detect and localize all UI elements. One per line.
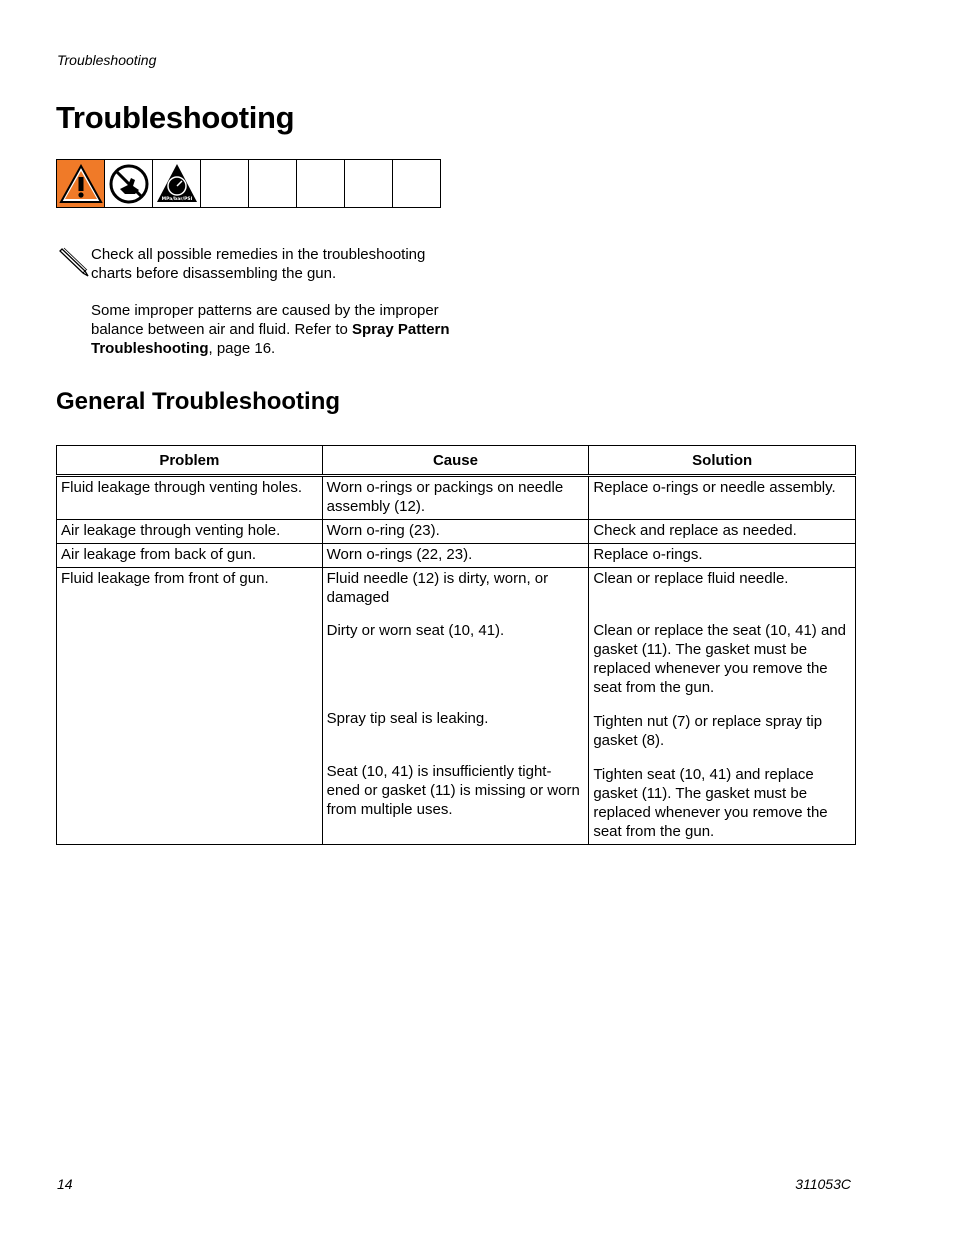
cause-item: Fluid needle (12) is dirty, worn, or damaged: [326, 570, 549, 606]
solution-cell: Replace o-rings or needle assembly.: [589, 476, 856, 520]
cause-cell: [322, 568, 589, 845]
pressure-label: MPa/bar/PSI: [161, 196, 192, 202]
empty-icon-cell: [393, 160, 441, 208]
cause-item: Seat (10, 41) is insufficiently tight-ened or gasket (11) is missing or worn from multiple uses.: [326, 763, 580, 818]
table-row: [57, 520, 856, 544]
empty-icon-cell: [249, 160, 297, 208]
warning-icon-strip: [56, 159, 441, 208]
warning-cell: [57, 160, 105, 208]
column-header: Cause: [322, 446, 589, 476]
section-title: General Troubleshooting: [56, 388, 341, 415]
note-prefix: Some improper patterns are caused by the improper balance between air and fluid. Refer to: [91, 302, 439, 338]
troubleshooting-table: [56, 445, 856, 845]
note-text: Check all possible remedies in the troubleshooting charts before disassembling the gun.: [91, 246, 426, 282]
page-number: 14: [57, 1176, 73, 1192]
solution-cell: [589, 568, 856, 845]
solution-item: Tighten seat (10, 41) and replace gasket (11). The gasket must be replaced whenever you remove the seat from the gun.: [593, 766, 828, 840]
solution-item: Clean or replace fluid needle.: [593, 570, 789, 587]
note-suffix: , page 16.: [208, 340, 276, 357]
injection-cell: [105, 160, 153, 208]
solution-cell: Replace o-rings.: [589, 544, 856, 568]
solution-item: Tighten nut (7) or replace spray tip gasket (8).: [593, 713, 823, 749]
cause-cell: Worn o-rings (22, 23).: [322, 544, 589, 568]
note-text-reference: [91, 301, 451, 358]
table-row: [57, 568, 856, 845]
problem-cell: Air leakage from back of gun.: [57, 544, 323, 568]
running-head: Troubleshooting: [57, 52, 157, 68]
table-header-row: [57, 446, 856, 476]
column-header: Problem: [57, 446, 323, 476]
cause-cell: Worn o-ring (23).: [322, 520, 589, 544]
problem-cell: Air leakage through venting hole.: [57, 520, 323, 544]
table-row: [57, 544, 856, 568]
warning-triangle-icon: [59, 164, 103, 204]
solution-item: Clean or replace the seat (10, 41) and gasket (11). The gasket must be replaced whenever you remove the seat from the gun.: [593, 622, 846, 696]
table-row: [57, 476, 856, 520]
pencil-note-icon: [59, 246, 91, 278]
problem-cell: Fluid leakage from front of gun.: [57, 568, 323, 845]
solution-cell: Check and replace as needed.: [589, 520, 856, 544]
empty-icon-cell: [297, 160, 345, 208]
pressure-relief-icon: [155, 162, 199, 206]
pressure-cell: [153, 160, 201, 208]
cause-item: Dirty or worn seat (10, 41).: [326, 622, 505, 639]
cause-cell: Worn o-rings or packings on needle assembly (12).: [322, 476, 589, 520]
column-header: Solution: [589, 446, 856, 476]
problem-cell: Fluid leakage through venting holes.: [57, 476, 323, 520]
cause-item: Spray tip seal is leaking.: [326, 710, 489, 727]
document-number: 311053C: [795, 1176, 851, 1192]
empty-icon-cell: [345, 160, 393, 208]
spray-pattern-reference: Spray Pattern Troubleshooting: [91, 321, 450, 357]
no-hand-injection-icon: [108, 163, 150, 205]
page-title: Troubleshooting: [56, 100, 295, 135]
empty-icon-cell: [201, 160, 249, 208]
